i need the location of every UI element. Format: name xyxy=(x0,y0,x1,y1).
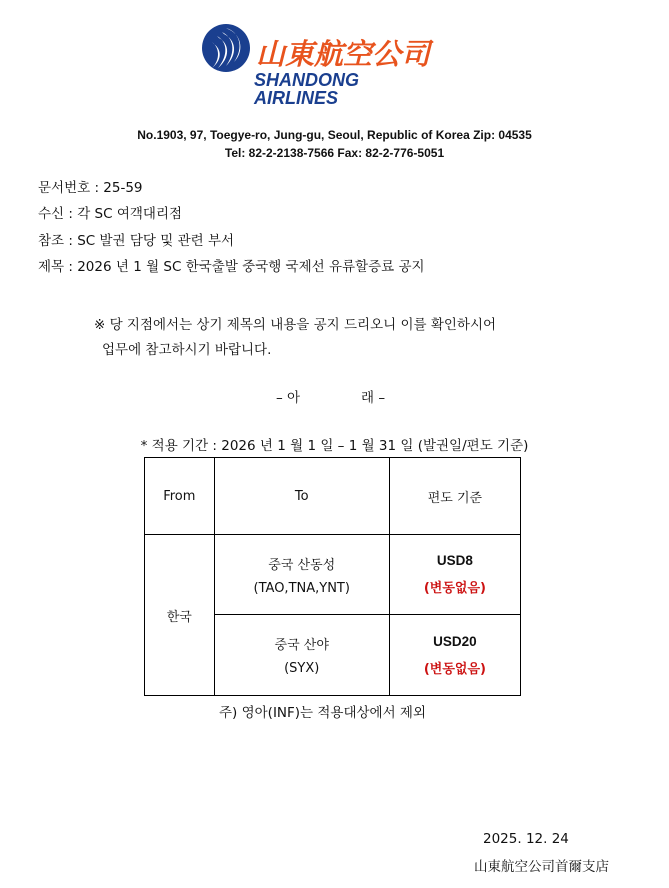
phone-line: Tel: 82-2-2138-7566 Fax: 82-2-776-5051 xyxy=(224,146,445,160)
issuer-signature: 山東航空公司首爾支店 xyxy=(474,859,609,875)
header-one-way: 편도 기준 xyxy=(389,458,520,535)
to-cell xyxy=(214,615,389,696)
to-name: 중국 산야 xyxy=(274,638,329,653)
fee-change-note: (변동없음) xyxy=(423,661,486,677)
notice-line1: ※ 당 지점에서는 상기 제목의 내용을 공지 드리오니 이를 확인하시어 xyxy=(94,317,497,333)
shandong-airlines-logo xyxy=(200,22,460,108)
application-period: * 적용 기간 : 2026 년 1 월 1 일 – 1 월 31 일 (발권일/편도 기준) xyxy=(140,438,529,454)
recipient: 수신 : 각 SC 여객대리점 xyxy=(38,206,183,222)
logo-english-line1: SHANDONG xyxy=(254,70,360,90)
notice-line2: 업무에 참고하시기 바랍니다. xyxy=(102,342,272,358)
address-line: No.1903, 97, Toegye-ro, Jung-gu, Seoul, Republic of Korea Zip: 04535 xyxy=(137,128,532,142)
from-cell: 한국 xyxy=(145,535,215,696)
fee-amount: USD20 xyxy=(433,633,477,649)
document-date: 2025. 12. 24 xyxy=(483,831,569,847)
table-header-row xyxy=(145,458,521,535)
fee-cell xyxy=(389,535,520,615)
table-row xyxy=(145,535,521,615)
reference: 참조 : SC 발권 담당 및 관련 부서 xyxy=(38,233,235,249)
fee-cell xyxy=(389,615,520,696)
surcharge-table xyxy=(144,457,521,696)
subject: 제목 : 2026 년 1 월 SC 한국출발 중국행 국제선 유류할증료 공지 xyxy=(38,259,425,275)
section-marker-right: 래 – xyxy=(361,390,386,406)
footnote: 주) 영아(INF)는 적용대상에서 제외 xyxy=(219,705,427,721)
header-to: To xyxy=(214,458,389,535)
doc-number: 문서번호 : 25-59 xyxy=(38,180,143,196)
logo-chinese-text: 山東航空公司 xyxy=(256,37,431,71)
to-codes: (SYX) xyxy=(284,661,320,676)
to-cell xyxy=(214,535,389,615)
fee-change-note: (변동없음) xyxy=(423,581,486,596)
header-from: From xyxy=(145,458,215,535)
to-codes: (TAO,TNA,YNT) xyxy=(253,580,350,596)
to-name: 중국 산동성 xyxy=(268,557,336,573)
logo-english-line2: AIRLINES xyxy=(254,88,339,108)
section-marker-left: – 아 xyxy=(276,390,301,406)
logo-swirl-icon xyxy=(202,24,250,72)
fee-amount: USD8 xyxy=(436,553,473,568)
